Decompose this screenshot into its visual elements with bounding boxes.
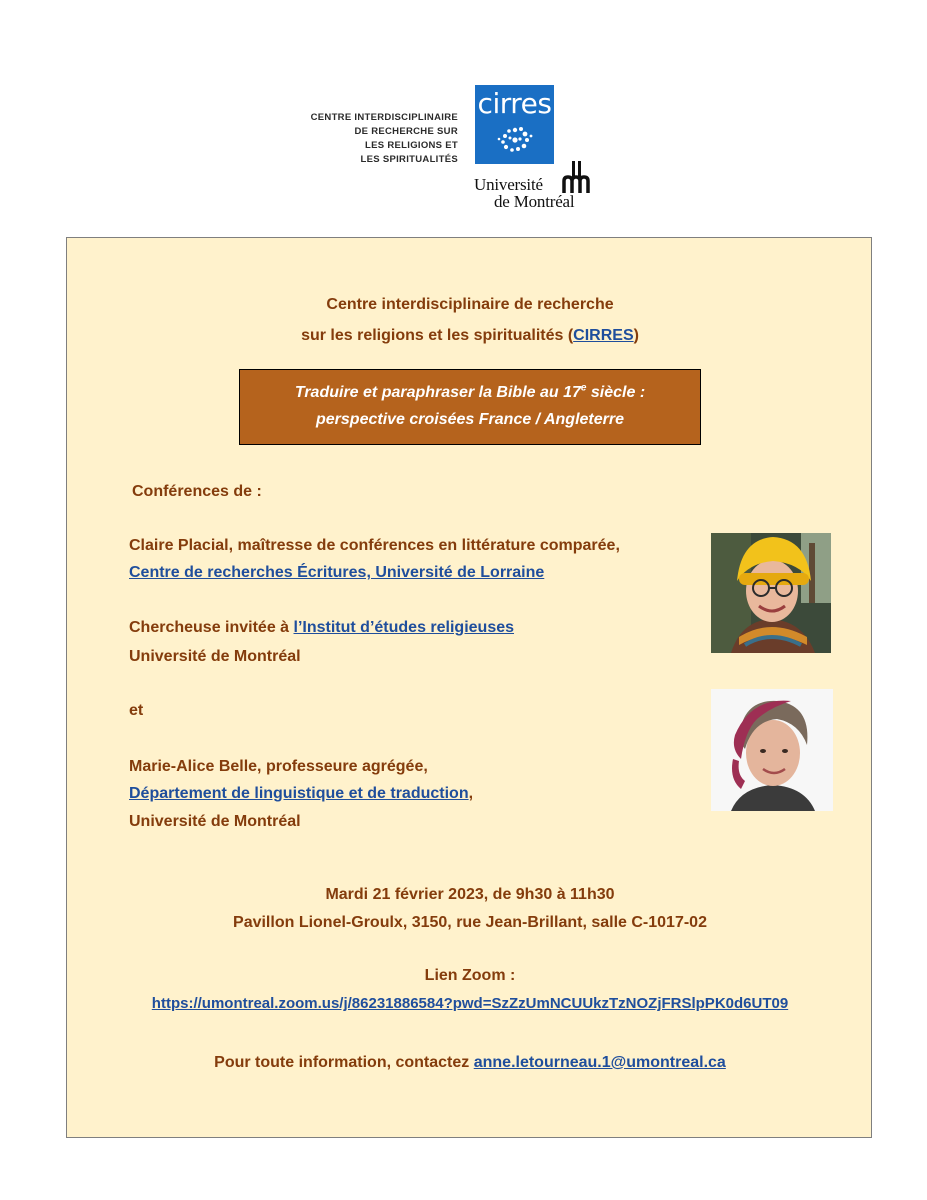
contact-email-link[interactable]: anne.letourneau.1@umontreal.ca: [473, 1054, 726, 1071]
speaker2-photo: [711, 689, 833, 811]
event-title-line2: perspective croisées France / Angleterre: [316, 411, 624, 428]
conferences-label: Conférences de :: [132, 483, 262, 500]
speaker2-name: Marie-Alice Belle, professeure agrégée,: [129, 758, 428, 775]
event-date: Mardi 21 février 2023, de 9h30 à 11h30: [325, 886, 615, 903]
speaker1-visiting-prefix: Chercheuse invitée à: [129, 619, 294, 636]
departement-linguistique-link[interactable]: Département de linguistique et de traduction: [129, 785, 469, 802]
speaker1-university: Université de Montréal: [129, 648, 301, 665]
org-name-line: DE RECHERCHE SUR: [354, 126, 458, 137]
cirres-logo: [475, 85, 554, 164]
zoom-label: Lien Zoom :: [424, 967, 516, 984]
udem-name-line1: Université: [474, 175, 543, 194]
udem-emblem-icon: [562, 160, 592, 194]
org-title-line2-prefix: sur les religions et les spiritualités (: [301, 327, 574, 344]
event-location: Pavillon Lionel-Groulx, 3150, rue Jean-Brillant, salle C-1017-02: [233, 914, 707, 931]
speaker1-photo: [711, 533, 831, 653]
conjunction-et: et: [129, 702, 144, 719]
org-name-line: LES SPIRITUALITÉS: [360, 154, 458, 165]
cirres-full-name: [300, 111, 458, 167]
org-name-line: CENTRE INTERDISCIPLINAIRE: [310, 112, 458, 123]
zoom-link[interactable]: https://umontreal.zoom.us/j/86231886584?pwd=SzZzUmNCUUkzTzNOZjFRSlpPK0d6UT09: [151, 995, 789, 1012]
speaker1-affiliation-link[interactable]: Centre de recherches Écritures, Université de Lorraine: [129, 564, 545, 581]
event-title-superscript: e: [580, 382, 587, 394]
event-panel: [66, 237, 872, 1138]
contact-prefix: Pour toute information, contactez: [214, 1054, 474, 1071]
speaker2-comma: ,: [468, 785, 474, 802]
universite-de-montreal-logo: [474, 160, 614, 212]
udem-name-line2: de Montréal: [494, 192, 575, 211]
speaker1-name: Claire Placial, maîtresse de conférences en littérature comparée,: [129, 537, 620, 554]
event-title-line1-suffix: siècle :: [586, 384, 646, 401]
cirres-dots-icon: [475, 85, 554, 164]
speaker2-affiliation: [129, 785, 473, 803]
event-title-line1-text: Traduire et paraphraser la Bible au 17: [294, 384, 581, 401]
speaker1-visiting: [129, 619, 514, 637]
event-title-line1: [240, 379, 700, 406]
org-title-line2-suffix: ): [633, 327, 639, 344]
cirres-link[interactable]: CIRRES: [573, 327, 634, 344]
org-title-line2: [67, 327, 873, 345]
speaker2-university: Université de Montréal: [129, 813, 301, 830]
contact-line: [67, 1054, 873, 1072]
event-title-box: [239, 369, 701, 445]
cirres-wordmark: cirres: [477, 87, 552, 120]
org-title-line1: Centre interdisciplinaire de recherche: [326, 296, 614, 313]
institut-etudes-religieuses-link[interactable]: l’Institut d’études religieuses: [293, 619, 515, 636]
org-name-line: LES RELIGIONS ET: [365, 140, 458, 151]
